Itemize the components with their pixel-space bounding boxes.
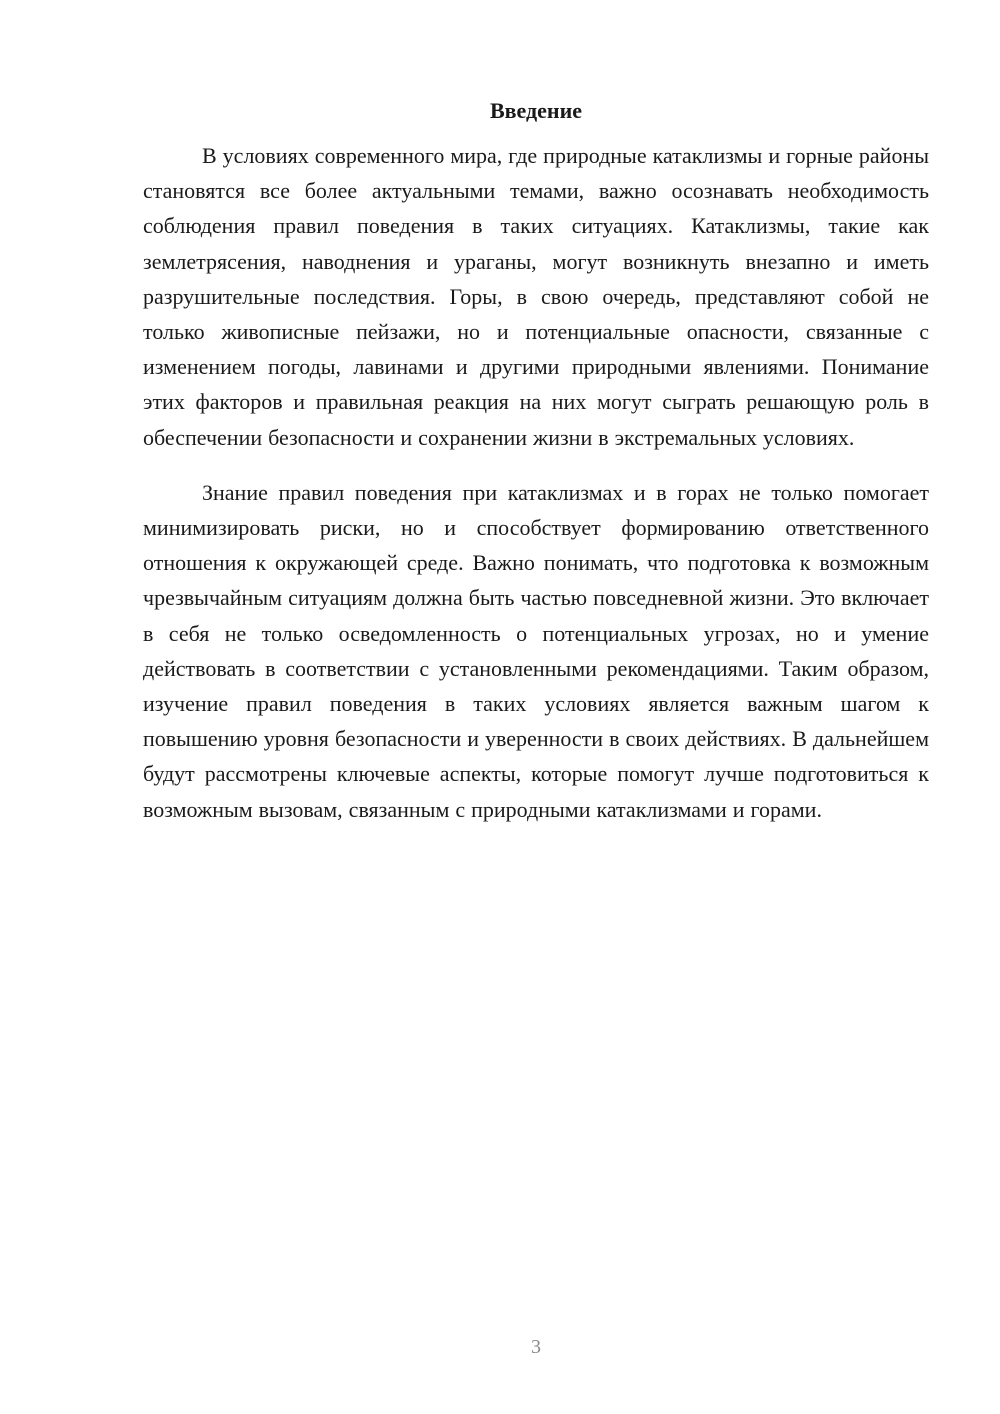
paragraph-1: В условиях современного мира, где природные катаклизмы и горные районы становятся все более актуальными темами, важно осознавать необходимость соблюдения правил поведения в таких ситуациях. Катаклизмы, такие как землетрясения, наводнения и ураганы, могут возникнуть внезапно и иметь разрушительные последствия. Горы, в свою очередь, представляют собой не только живописные пейзажи, но и потенциальные опасности, связанные с изменением погоды, лавинами и другими природными явлениями. Понимание этих факторов и правильная реакция на них могут сыграть решающую роль в обеспечении безопасности и сохранении жизни в экстремальных условиях.: [143, 143, 929, 450]
section-title: Введение: [489, 98, 583, 123]
paragraph-2: Знание правил поведения при катаклизмах и в горах не только помогает минимизировать риски, но и способствует формированию ответственного отношения к окружающей среде. Важно понимать, что подготовка к возможным чрезвычайным ситуациям должна быть частью повседневной жизни. Это включает в себя не только осведомленность о потенциальных угрозах, но и умение действовать в соответствии с установленными рекомендациями. Таким образом, изучение правил поведения в таких условиях является важным шагом к повышению уровня безопасности и уверенности в своих действиях. В дальнейшем будут рассмотрены ключевые аспекты, которые помогут лучше подготовиться к возможным вызовам, связанным с природными катаклизмами и горами.: [143, 479, 929, 822]
page-number: 3: [531, 1336, 541, 1358]
page-content: [143, 96, 929, 827]
